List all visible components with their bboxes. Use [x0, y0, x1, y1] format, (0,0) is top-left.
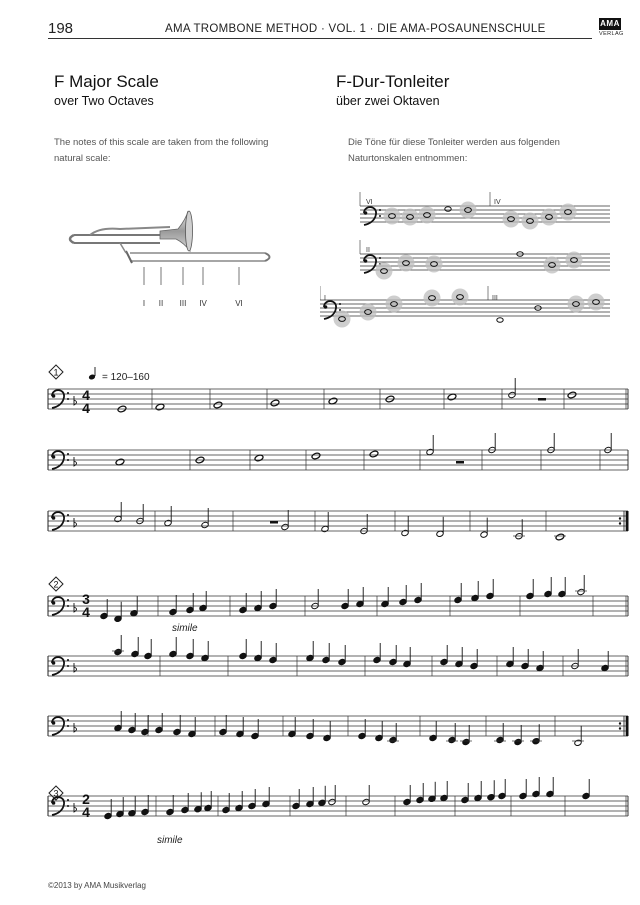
exercise-1-label: 1 — [53, 367, 59, 378]
flat-sign — [74, 803, 77, 812]
position-label-2: II — [158, 299, 164, 308]
flat-sign — [74, 603, 77, 612]
time-sig-2-bottom: 4 — [82, 604, 90, 620]
time-sig-3-top: 2 — [82, 791, 90, 807]
staff-system-1 — [48, 378, 628, 413]
scale-label-ii: II — [366, 247, 370, 254]
flat-sign — [74, 663, 77, 672]
scale-label-i: I — [324, 295, 326, 302]
title-english: F Major Scale — [54, 72, 159, 91]
note — [270, 399, 280, 407]
position-label-1: I — [142, 299, 146, 308]
note — [213, 401, 223, 409]
logo-subtitle: VERLAG — [599, 31, 624, 37]
half-rest — [538, 398, 546, 401]
scale-label-iii: III — [492, 295, 498, 302]
simile-mark-2: simile — [172, 623, 198, 634]
flat-sign — [74, 723, 77, 732]
tempo-text: = 120–160 — [102, 372, 150, 383]
half-rest — [270, 521, 278, 524]
intro-english-line1: The notes of this scale are taken from the following — [54, 137, 269, 148]
position-label-4: IV — [199, 299, 207, 308]
scale-label-vi: VI — [366, 199, 373, 206]
position-label-3: III — [179, 299, 187, 308]
note — [567, 391, 577, 399]
tempo-marking — [88, 367, 150, 383]
note — [311, 452, 321, 460]
exercise-2-label: 2 — [53, 579, 59, 590]
staff-system-5 — [48, 635, 628, 676]
intro-english-line2: natural scale: — [54, 153, 111, 164]
title-german: F-Dur-Tonleiter — [336, 72, 450, 91]
intro-german-line2: Naturtonskalen entnommen: — [348, 153, 468, 164]
flat-sign — [74, 396, 77, 405]
staff-systems — [48, 378, 629, 820]
subtitle-german: über zwei Oktaven — [336, 94, 440, 108]
exercise-3-label: 3 — [53, 788, 59, 799]
flat-sign — [74, 457, 77, 466]
staff-system-7 — [48, 777, 628, 820]
staff-system-6 — [48, 711, 628, 746]
copyright: ©2013 by AMA Musikverlag — [48, 881, 146, 890]
staff-system-3 — [48, 502, 628, 541]
time-sig-2-top: 3 — [82, 591, 90, 607]
scale-label-iv: IV — [494, 199, 501, 206]
time-sig-1-top: 4 — [82, 387, 90, 403]
simile-mark-3: simile — [157, 835, 183, 846]
time-sig-3-bottom: 4 — [82, 804, 90, 820]
flat-sign — [74, 518, 77, 527]
logo-mark: AMA — [600, 19, 620, 28]
time-sig-1-bottom: 4 — [82, 400, 90, 416]
half-rest — [456, 461, 464, 464]
note — [555, 533, 565, 541]
note — [369, 450, 379, 458]
staff-system-2 — [48, 433, 628, 470]
staff-system-4 — [48, 575, 628, 622]
intro-german-line1: Die Töne für diese Tonleiter werden aus folgenden — [348, 137, 560, 148]
page-number: 198 — [48, 20, 74, 37]
running-title: AMA TROMBONE METHOD · VOL. 1 · DIE AMA-POSAUNENSCHULE — [165, 23, 546, 35]
subtitle-english: over Two Octaves — [54, 94, 154, 108]
position-label-6: VI — [235, 299, 243, 308]
